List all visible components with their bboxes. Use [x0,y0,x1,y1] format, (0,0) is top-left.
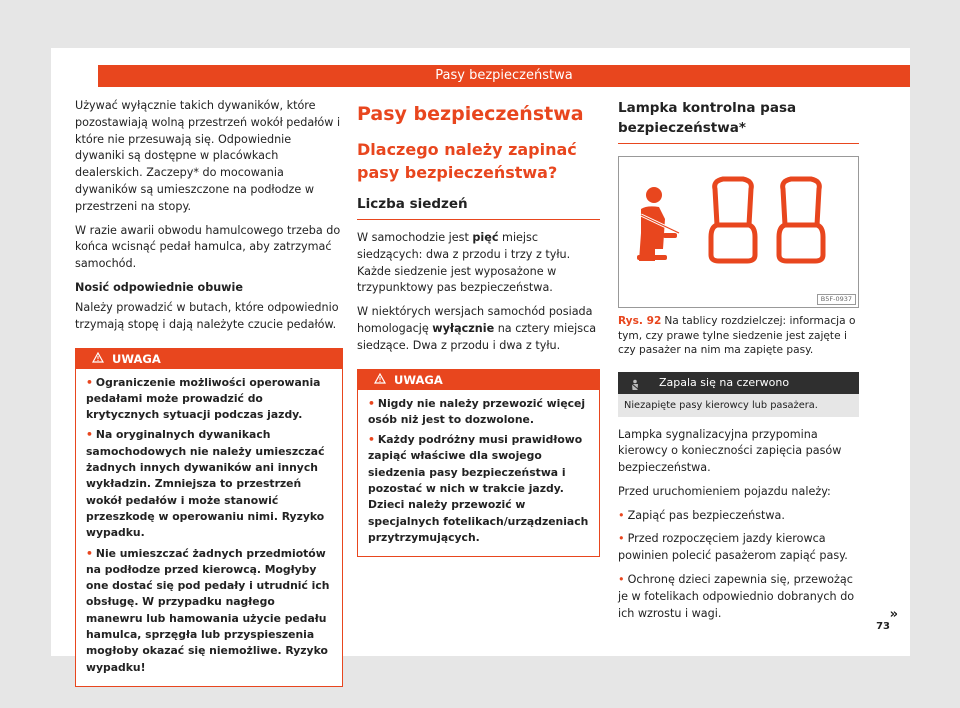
subheading-footwear: Nosić odpowiednie obuwie [75,280,243,294]
warning-title: UWAGA [394,372,443,387]
warning-triangle-icon [374,371,386,391]
column-right [618,98,859,629]
warning-item: • Ograniczenie możliwości operowania pedałami może prowadzić do krytycznych sytuacji podczas jazdy. [86,375,321,422]
warning-body [358,390,599,557]
column-left [75,98,343,687]
manual-page [51,48,910,674]
next-page-arrow: » [889,607,898,622]
paragraph-before-start: Przed uruchomieniem pojazdu należy: [618,484,831,498]
seat-icon [711,179,755,261]
paragraph-indicator-info: Lampka sygnalizacyjna przypomina kierowcy o konieczności zapięcia pasów bezpieczeństwa. [618,427,842,475]
indicator-description: Niezapięte pasy kierowcy lub pasażera. [618,394,859,417]
section-title: Dlaczego należy zapinać pasy bezpieczeństwa? [357,140,577,182]
subsection-title: Liczba siedzeń [357,193,600,220]
seat-icon [779,179,823,261]
warning-item: • Na oryginalnych dywanikach samochodowych nie należy umieszczać żadnych innych dywaników ani innych wykładzin. Zmniejsza to przestrzeń wokół pedałów i może stanowić przeszkodę w operowaniu nimi. Ryzyko wypadku. [86,428,325,540]
figure-caption: Rys. 92 Na tablicy rozdzielczej: informacja o tym, czy prawe tylne siedzenie jest zajęte i czy pasażer na nim ma zapięte pasy. [618,315,856,356]
seatbelt-warning-icon [629,377,641,399]
chapter-title: Pasy bezpieczeństwa [357,103,584,125]
figure-code: B5F-0937 [817,294,856,305]
indicator-bar: Zapala się na czerwono [618,372,859,394]
list-item: • Zapiąć pas bezpieczeństwa. [618,508,785,522]
paragraph-brake-failure: W razie awarii obwodu hamulcowego trzeba do końca wcisnąć pedał hamulca, aby zatrzymać samochód. [75,223,341,271]
warning-triangle-icon [92,350,104,370]
warning-header [358,370,599,390]
paragraph-footwear: Należy prowadzić w butach, które odpowiednio trzymają stopę i dają należyte czucie pedałów. [75,300,339,331]
warning-title: UWAGA [112,351,161,366]
list-item: • Przed rozpoczęciem jazdy kierowca powinien polecić pasażerom zapiąć pasy. [618,532,848,563]
list-item: • Ochronę dzieci zapewnia się, przewożąc je w fotelikach odpowiednio dobranych do ich wzrostu i wagi. [618,573,855,620]
paragraph-homologation: W niektórych wersjach samochód posiada homologację wyłącznie na cztery miejsca siedzące. Dwa z przodu i dwa z tyłu. [357,305,597,352]
warning-body [76,369,342,686]
warning-header [76,349,342,369]
column-middle [357,98,600,557]
seatbelt-seats-illustration [619,157,860,307]
paragraph-seat-count: W samochodzie jest pięć miejsc siedzących: dwa z przodu i trzy z tyłu. Każde siedzenie jest wyposażone w trzypunktowy pas bezpieczeństwa. [357,231,571,295]
warning-box [357,369,600,558]
figure-seatbelt-display [618,156,859,308]
section-header: Pasy bezpieczeństwa [98,65,910,87]
warning-item: • Każdy podróżny musi prawidłowo zapiąć właściwe dla swojego siedzenia pasy bezpieczeństwa i pozostać w nich w trakcie jazdy. Dzieci należy przewozić w specjalnych fotelikach/urządzeniach przytrzymujących. [368,433,589,544]
warning-item: • Nigdy nie należy przewozić więcej osób niż jest to dozwolone. [368,396,586,426]
warning-item: • Nie umieszczać żadnych przedmiotów na podłodze przed kierowcą. Mogłyby one dostać się pod pedały i utrudnić ich obsługę. W przypadku nagłego manewru lub hamowania użycie pedału hamulca, sprzęgła lub przyspieszenia mogłoby okazać się niemożliwe. Ryzyko wypadku! [86,546,330,674]
indicator-section-title: Lampka kontrolna pasa bezpieczeństwa* [618,98,859,144]
paragraph-mats: Używać wyłącznie takich dywaników, które pozostawiają wolną przestrzeń wokół pedałów i które nie przesuwają się. Odpowiednie dywaniki są dostępne w placówkach dealerskich. Zaczepy* do mocowania dywaników są umieszczone na podłodze w przestrzeni na stopy. [75,99,341,213]
page-number: 73 [876,621,890,632]
warning-box [75,348,343,687]
